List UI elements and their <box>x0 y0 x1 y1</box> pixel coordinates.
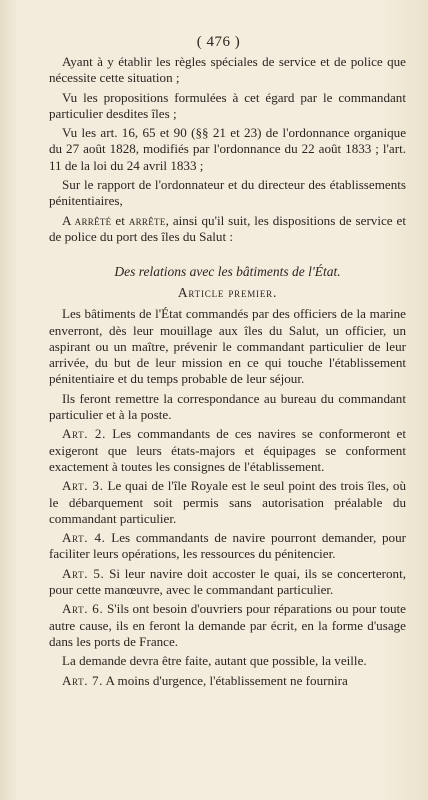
article-6-note: La demande devra être faite, autant que possible, la veille. <box>62 653 367 669</box>
paragraph-vu-articles: Vu les art. 16, 65 et 90 (§§ 21 et 23) de l'ordonnance organique du 27 août 1828, modifiés par l'ordonnance du 22 août 1833 ; l'art. 11 de la loi du 24 avril 1833 ; <box>49 125 406 173</box>
article-premier-paragraph-1: Les bâtiments de l'État commandés par des officiers de la marine enverront, dès leur mouillage aux îles du Salut, un officier, un aspirant ou un maître, prévenir le commandant particulier de leur arrivée, du but de leur mission en ce qui touche l'établissement pénitentiaire et du temps probable de leur séjour. <box>49 306 406 387</box>
article-5-text: Si leur navire doit accoster le quai, ils se concerteront, pour cette manœuvre, avec le commandant particulier. <box>49 565 406 598</box>
article-4-text: Les commandants de navire pourront demander, pour faciliter leurs opérations, les ressources du pénitencier. <box>49 530 406 562</box>
decree-a: A <box>62 212 71 228</box>
paragraph-sur-rapport: Sur le rapport de l'ordonnateur et du directeur des établissements pénitentiaires, <box>49 177 406 209</box>
article-6-text: S'ils ont besoin d'ouvriers pour réparations ou pour toute autre cause, ils en feront la demande par écrit, en la forme d'usage dans les ports de France. <box>49 601 406 649</box>
article-4 <box>49 530 406 563</box>
article-5 <box>49 566 406 599</box>
paragraph-vu-propositions: Vu les propositions formulées à cet égard par le commandant particulier desdites îles ; <box>49 89 406 121</box>
decree-arrete: arrêté <box>74 212 112 228</box>
article-6 <box>49 601 406 650</box>
article-6-label: Art. 6. <box>62 601 104 617</box>
article-7-text: A moins d'urgence, l'établissement ne fournira <box>105 672 348 688</box>
article-premier-title: Article premier. <box>177 285 278 301</box>
article-3-text: Le quai de l'île Royale est le seul point des trois îles, où le débarquement soit permis sans autorisation préalable du commandant particulier. <box>49 478 407 526</box>
paragraph-ayant: Ayant à y établir les règles spéciales de service et de police que nécessite cette situation ; <box>49 54 406 86</box>
decree-rest: , ainsi qu'il suit, les dispositions de service et de police du port des îles du Salut : <box>49 212 406 244</box>
article-7-label: Art. 7. <box>62 672 103 688</box>
article-2 <box>49 426 406 475</box>
article-2-text: Les commandants de ces navires se conformeront et exigeront que leurs états-majors et équipages se conforment exactement à toutes les consignes de l'établissement. <box>49 426 406 474</box>
section-heading: Des relations avec les bâtiments de l'État. <box>114 264 341 280</box>
article-4-label: Art. 4. <box>62 530 106 546</box>
paragraph-decree <box>49 213 406 246</box>
article-7 <box>49 673 406 689</box>
article-premier-paragraph-2: Ils feront remettre la correspondance au bureau du commandant particulier et à la poste. <box>49 390 406 423</box>
article-3-label: Art. 3. <box>62 478 104 494</box>
article-5-label: Art. 5. <box>62 565 105 581</box>
page-number: ( 476 ) <box>196 34 241 50</box>
article-2-label: Art. 2. <box>62 426 106 442</box>
decree-et: et <box>115 212 125 228</box>
article-3 <box>49 478 406 527</box>
decree-arrete-2: arrête <box>128 212 166 228</box>
